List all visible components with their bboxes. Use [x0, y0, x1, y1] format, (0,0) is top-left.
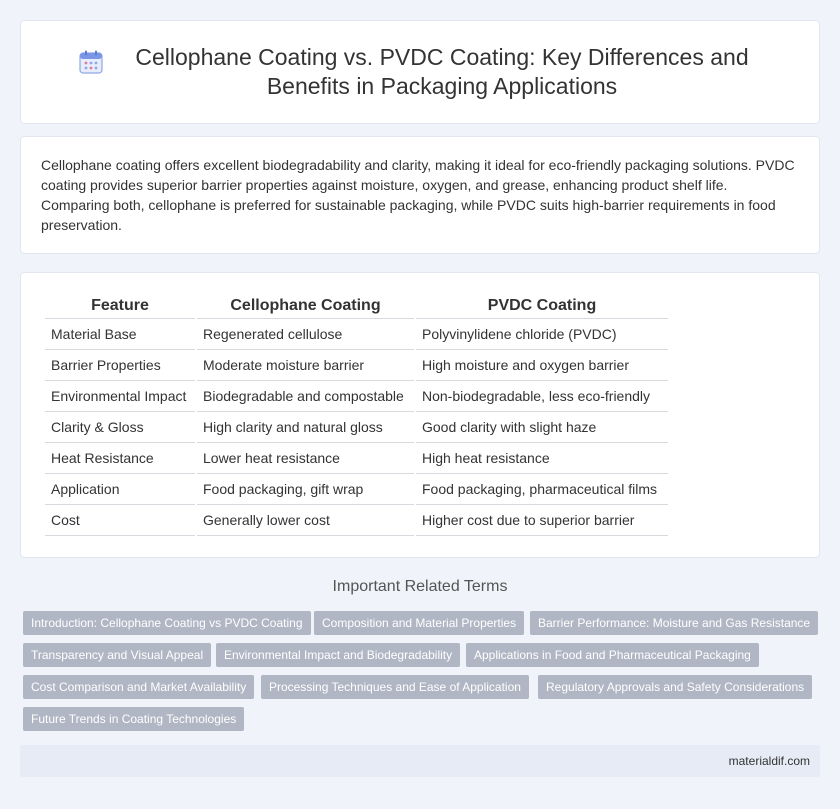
- related-term-tag[interactable]: Barrier Performance: Moisture and Gas Resistance: [530, 611, 818, 635]
- cell-cellophane: Generally lower cost: [197, 505, 414, 536]
- table-row: [45, 505, 668, 536]
- cell-pvdc: High heat resistance: [416, 443, 668, 474]
- cell-feature: Material Base: [45, 319, 195, 350]
- related-term-tag[interactable]: Future Trends in Coating Technologies: [23, 707, 244, 731]
- table-row: [45, 443, 668, 474]
- cell-cellophane: High clarity and natural gloss: [197, 412, 414, 443]
- cell-feature: Heat Resistance: [45, 443, 195, 474]
- related-term-tag[interactable]: Environmental Impact and Biodegradability: [216, 643, 460, 667]
- related-term-tag[interactable]: Composition and Material Properties: [314, 611, 524, 635]
- cell-cellophane: Moderate moisture barrier: [197, 350, 414, 381]
- table-row: [45, 474, 668, 505]
- table-row: [45, 412, 668, 443]
- cell-pvdc: Higher cost due to superior barrier: [416, 505, 668, 536]
- related-term-tag[interactable]: Processing Techniques and Ease of Application: [261, 675, 529, 699]
- comparison-table: [43, 293, 670, 536]
- cell-feature: Application: [45, 474, 195, 505]
- table-row: [45, 381, 668, 412]
- cell-pvdc: Good clarity with slight haze: [416, 412, 668, 443]
- related-terms-heading: Important Related Terms: [332, 578, 508, 595]
- cell-cellophane: Lower heat resistance: [197, 443, 414, 474]
- cell-feature: Barrier Properties: [45, 350, 195, 381]
- cell-pvdc: Food packaging, pharmaceutical films: [416, 474, 668, 505]
- comparison-card: [20, 272, 820, 558]
- calendar-icon: [78, 49, 104, 75]
- table-row: [45, 319, 668, 350]
- table-header-row: [45, 293, 668, 319]
- related-term-tag[interactable]: Applications in Food and Pharmaceutical Packaging: [466, 643, 759, 667]
- cell-pvdc: Non-biodegradable, less eco-friendly: [416, 381, 668, 412]
- footer-site-link[interactable]: materialdif.com: [728, 754, 810, 768]
- title-wrap: [38, 43, 802, 101]
- title-card: [20, 20, 820, 124]
- cell-pvdc: Polyvinylidene chloride (PVDC): [416, 319, 668, 350]
- cell-feature: Clarity & Gloss: [45, 412, 195, 443]
- related-term-tag[interactable]: Cost Comparison and Market Availability: [23, 675, 254, 699]
- related-term-tag[interactable]: Transparency and Visual Appeal: [23, 643, 211, 667]
- intro-paragraph: Cellophane coating offers excellent biodegradability and clarity, making it ideal for eco-friendly packaging solutions. PVDC coating provides superior barrier properties against moisture, oxygen, and grease, enhancing product shelf life. Comparing both, cellophane is preferred for sustainable packaging, while PVDC suits high-barrier requirements in food preservation.: [41, 157, 795, 233]
- cell-cellophane: Regenerated cellulose: [197, 319, 414, 350]
- header-pvdc: PVDC Coating: [416, 293, 668, 319]
- related-term-tag[interactable]: Introduction: Cellophane Coating vs PVDC Coating: [23, 611, 311, 635]
- cell-feature: Environmental Impact: [45, 381, 195, 412]
- header-cellophane: Cellophane Coating: [197, 293, 414, 319]
- intro-card: [20, 136, 820, 254]
- cell-feature: Cost: [45, 505, 195, 536]
- table-row: [45, 350, 668, 381]
- cell-cellophane: Food packaging, gift wrap: [197, 474, 414, 505]
- header-feature: Feature: [45, 293, 195, 319]
- cell-cellophane: Biodegradable and compostable: [197, 381, 414, 412]
- cell-pvdc: High moisture and oxygen barrier: [416, 350, 668, 381]
- footer-bar: [20, 745, 820, 777]
- page-title: Cellophane Coating vs. PVDC Coating: Key Differences and Benefits in Packaging Applications: [135, 44, 749, 99]
- related-term-tag[interactable]: Regulatory Approvals and Safety Considerations: [538, 675, 812, 699]
